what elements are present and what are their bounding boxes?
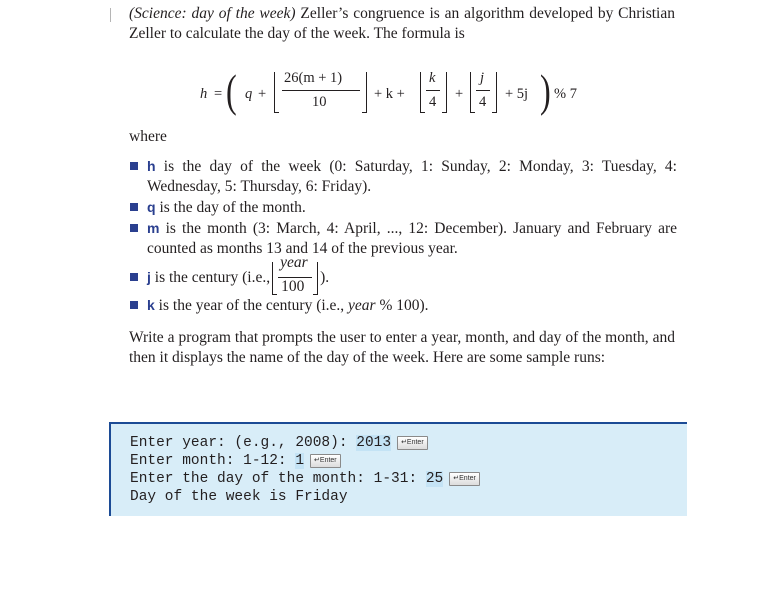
formula-open-paren: ( bbox=[226, 65, 237, 116]
bullet-emphasis: year bbox=[348, 297, 376, 314]
fraction-denominator-100: 100 bbox=[281, 278, 305, 296]
run-line2-prompt: Enter month: 1-12: bbox=[130, 453, 296, 469]
var-q: q bbox=[147, 199, 156, 215]
var-h: h bbox=[147, 158, 156, 174]
bullet-text: is the month (3: March, 4: April, ..., 12: December). January and February are counted as months 13 and 14 of the previous year. bbox=[147, 220, 677, 257]
formula-mod-seven: % 7 bbox=[554, 86, 577, 102]
list-item bbox=[129, 254, 677, 296]
list-item bbox=[129, 156, 677, 197]
exercise-lead: (Science: day of the week) bbox=[129, 5, 296, 22]
floor-bracket-left-1 bbox=[274, 72, 279, 113]
run-line1-prompt: Enter year: (e.g., 2008): bbox=[130, 435, 357, 451]
formula-denominator: 10 bbox=[312, 94, 327, 110]
formula-q: q bbox=[245, 86, 253, 102]
formula-h: h bbox=[200, 86, 208, 102]
var-k: k bbox=[147, 297, 155, 313]
bullet-text: is the day of the month. bbox=[155, 199, 306, 216]
formula-numerator: 26(m + 1) bbox=[284, 70, 343, 86]
variable-list bbox=[129, 156, 677, 316]
floor-bracket-right-1 bbox=[362, 72, 367, 113]
run-line3-prompt: Enter the day of the month: 1-31: bbox=[130, 471, 426, 487]
enter-key-icon: ↵Enter bbox=[449, 472, 480, 486]
formula-equals: = bbox=[214, 86, 223, 102]
formula-k-numerator: k bbox=[429, 70, 436, 86]
formula-plus-1: + bbox=[258, 86, 267, 102]
program-instructions: Write a program that prompts the user to enter a year, month, and day of the month, and then it displays the name of the day of the week. Here are some sample runs: bbox=[129, 329, 675, 366]
fraction-numerator-year: year bbox=[280, 254, 308, 272]
zeller-formula bbox=[190, 66, 630, 122]
formula-plus-k: + k + bbox=[374, 86, 405, 102]
margin-bar bbox=[110, 8, 111, 22]
formula-k-denominator: 4 bbox=[429, 94, 437, 110]
list-item bbox=[129, 197, 677, 218]
formula-j-denominator: 4 bbox=[479, 94, 487, 110]
run-line3-input: 25 bbox=[425, 471, 444, 487]
run-line1-input: 2013 bbox=[356, 435, 392, 451]
floor-bracket-right-3 bbox=[492, 72, 497, 113]
floor-bracket-left-3 bbox=[470, 72, 475, 113]
formula-close-paren: ) bbox=[540, 65, 551, 116]
fraction-bar-3 bbox=[476, 90, 490, 91]
formula-j-numerator: j bbox=[480, 70, 485, 86]
list-item bbox=[129, 295, 677, 316]
run-line2-input: 1 bbox=[295, 453, 305, 469]
var-j: j bbox=[147, 269, 151, 285]
enter-key-icon: ↵Enter bbox=[310, 454, 341, 468]
list-item bbox=[129, 218, 677, 259]
var-m: m bbox=[147, 220, 160, 236]
formula-five-j: + 5j bbox=[505, 86, 529, 102]
century-fraction bbox=[272, 254, 318, 296]
exercise-intro-text: Zeller’s congruence is an algorithm developed by Christian Zeller to calculate the day of the week. The formula is bbox=[129, 5, 675, 42]
sample-run-output bbox=[130, 434, 480, 506]
floor-bracket-left-4 bbox=[272, 262, 277, 295]
enter-key-icon: ↵Enter bbox=[397, 436, 428, 450]
where-label: where bbox=[129, 128, 167, 145]
floor-bracket-left-2 bbox=[420, 72, 425, 113]
bullet-text: is the year of the century (i.e., bbox=[154, 297, 349, 314]
exercise-intro bbox=[129, 4, 675, 44]
floor-bracket-right-4 bbox=[313, 262, 318, 295]
formula-plus-2: + bbox=[455, 86, 464, 102]
run-line4-output: Day of the week is Friday bbox=[130, 489, 348, 505]
bullet-text-end: ). bbox=[320, 269, 330, 286]
fraction-bar-2 bbox=[426, 90, 440, 91]
fraction-bar-1 bbox=[282, 90, 360, 91]
bullet-text: is the century (i.e., bbox=[150, 269, 271, 286]
bullet-text-end: % 100). bbox=[375, 297, 429, 314]
bullet-text: is the day of the week (0: Saturday, 1: Sunday, 2: Monday, 3: Tuesday, 4: Wednesday, 5: Thursday, 6: Friday). bbox=[147, 158, 677, 195]
floor-bracket-right-2 bbox=[442, 72, 447, 113]
